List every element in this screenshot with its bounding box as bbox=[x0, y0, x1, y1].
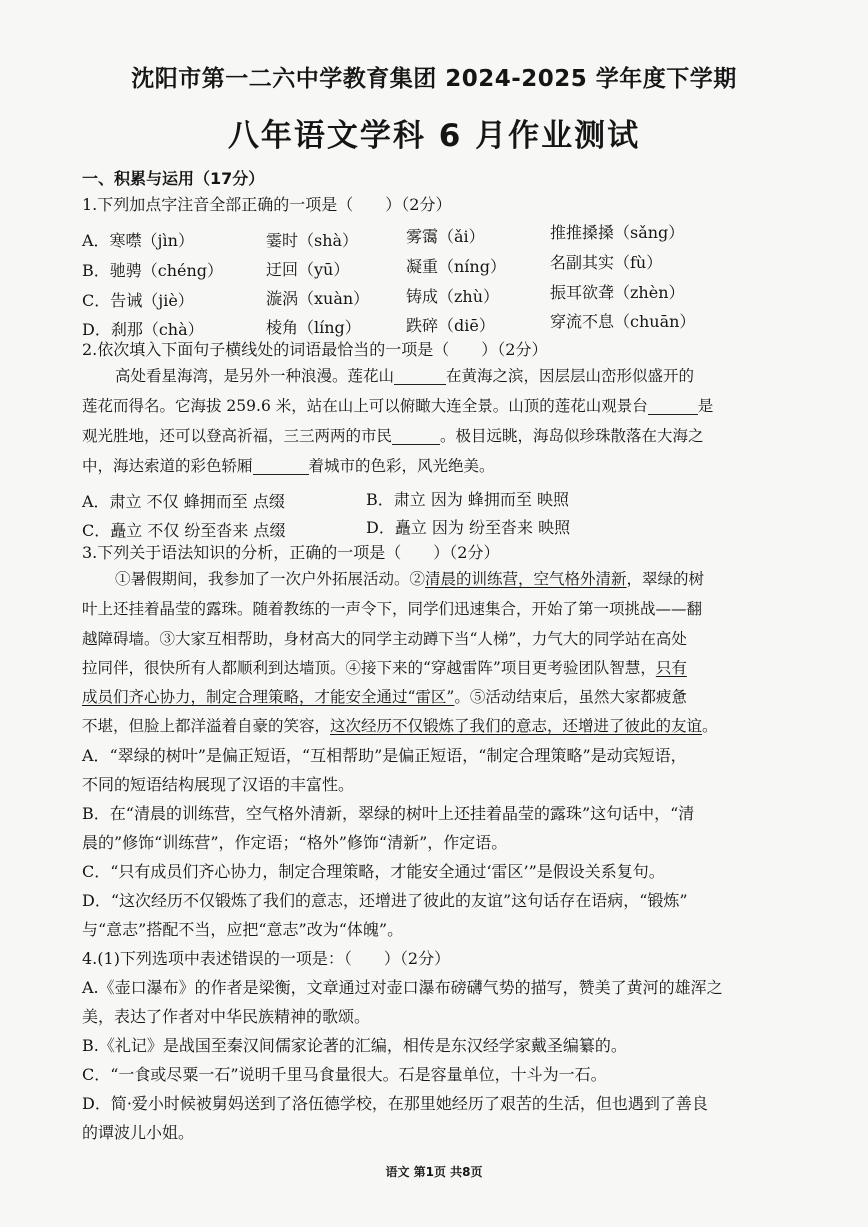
q3-text: ，翠绿的树 bbox=[626, 570, 705, 588]
q2-text: 莲花而得名。它海拔 259.6 米，站在山上可以俯瞰大连全景。山顶的莲花山观景台 bbox=[82, 397, 648, 415]
q3-text: 拉同伴，很快所有人都顺利到达墙顶。④接下来的“穿越雷阵”项目更考验团队智慧， bbox=[82, 659, 656, 677]
q1-option-d-2: 棱角（líng） bbox=[266, 318, 361, 337]
q4-option-c: C．“一食或尽粟一石”说明千里马食量很大。石是容量单位，十斗为一石。 bbox=[82, 1065, 607, 1084]
q3-option-d-line-1: D．“这次经历不仅锻炼了我们的意志，还增进了彼此的友谊”这句话存在语病，“锻炼” bbox=[82, 891, 688, 910]
q1-option-d-3: 跌碎（diē） bbox=[406, 316, 495, 335]
q3-passage-line-5 bbox=[82, 690, 687, 706]
q3-underlined-sentence-4b: 成员们齐心协力，制定合理策略，才能安全通过“雷区” bbox=[82, 688, 455, 706]
q1-option-d-4: 穿流不息（chuān） bbox=[550, 312, 696, 331]
q3-passage-line-6 bbox=[82, 719, 718, 735]
section-heading: 一、积累与运用（17分） bbox=[82, 169, 265, 188]
q2-option-b: B．肃立 因为 蜂拥而至 映照 bbox=[366, 490, 570, 509]
q3-passage-line-4 bbox=[82, 661, 687, 677]
q3-option-a-line-1: A．“翠绿的树叶”是偏正短语，“互相帮助”是偏正短语，“制定合理策略”是动宾短语， bbox=[82, 746, 687, 765]
q3-underlined-sentence-2: 清晨的训练营，空气格外清新 bbox=[425, 570, 627, 588]
q1-option-d-1: D．刹那（chà） bbox=[82, 320, 204, 339]
q2-passage-line-4 bbox=[82, 459, 495, 475]
q2-text: 中，海达索道的彩色轿厢 bbox=[82, 457, 253, 475]
q1-option-b-2: 迂回（yū） bbox=[266, 260, 350, 279]
q3-text: ①暑假期间，我参加了一次户外拓展活动。② bbox=[115, 570, 426, 588]
q2-text: 观光胜地，还可以登高祈福，三三两两的市民 bbox=[82, 427, 393, 445]
q1-option-a-4: 推推搡搡（sǎng） bbox=[550, 223, 685, 242]
exam-title-subject: 八年语文学科 6 月作业测试 bbox=[227, 118, 641, 154]
q3-option-b-line-2: 晨的”修饰“训练营”，作定语；“格外”修饰“清新”，作定语。 bbox=[82, 833, 508, 852]
q2-stem: 2.依次填入下面句子横线处的词语最恰当的一项是（ ）（2分） bbox=[82, 340, 548, 359]
q3-option-a-line-2: 不同的短语结构展现了汉语的丰富性。 bbox=[82, 775, 355, 794]
q4-option-d-line-2: 的谭波儿小姐。 bbox=[82, 1123, 195, 1142]
q1-option-a-2: 霎时（shà） bbox=[266, 231, 359, 250]
q1-option-c-2: 漩涡（xuàn） bbox=[266, 289, 370, 308]
q1-stem: 1.下列加点字注音全部正确的一项是（ ）（2分） bbox=[82, 195, 452, 214]
q2-option-a: A．肃立 不仅 蜂拥而至 点缀 bbox=[82, 492, 285, 511]
page-footer: 语文 第1页 共8页 bbox=[385, 1165, 483, 1179]
q3-underlined-sentence-4a: 只有 bbox=[655, 659, 687, 677]
q3-option-b-line-1: B．在“清晨的训练营，空气格外清新，翠绿的树叶上还挂着晶莹的露珠”这句话中，“清 bbox=[82, 804, 695, 823]
q3-text: 。⑤活动结束后，虽然大家都疲惫 bbox=[454, 688, 687, 706]
q1-option-b-4: 名副其实（fù） bbox=[550, 253, 663, 272]
q1-option-b-1: B．驰骋（chéng） bbox=[82, 261, 224, 280]
q1-option-c-1: C．告诫（jiè） bbox=[82, 291, 194, 310]
q3-passage-line-3: 越障碍墙。③大家互相帮助，身材高大的同学主动蹲下当“人梯”，力气大的同学站在高处 bbox=[82, 630, 687, 648]
q2-text: 高处看星海湾，是另外一种浪漫。莲花山 bbox=[115, 367, 395, 385]
q3-option-d-line-2: 与“意志”搭配不当，应把“意志”改为“体魄”。 bbox=[82, 920, 404, 939]
q3-stem: 3.下列关于语法知识的分析，正确的一项是（ ）（2分） bbox=[82, 543, 500, 562]
q4-option-a-line-1: A.《壶口瀑布》的作者是梁衡，文章通过对壶口瀑布磅礴气势的描写，赞美了黄河的雄浑之 bbox=[82, 978, 723, 997]
q2-passage-line-2 bbox=[82, 399, 713, 415]
q2-option-c: C．矗立 不仅 纷至沓来 点缀 bbox=[82, 521, 286, 540]
q3-passage-line-1 bbox=[115, 572, 704, 588]
q2-text: 着城市的色彩，风光绝美。 bbox=[308, 457, 495, 475]
q4-option-a-line-2: 美，表达了作者对中华民族精神的歌颂。 bbox=[82, 1007, 371, 1026]
q1-option-a-1: A．寒噤（jìn） bbox=[82, 231, 194, 250]
q2-blank-3 bbox=[392, 430, 440, 445]
q2-option-d: D．矗立 因为 纷至沓来 映照 bbox=[366, 518, 571, 537]
q3-option-c: C．“只有成员们齐心协力，制定合理策略，才能安全通过‘雷区’”是假设关系复句。 bbox=[82, 862, 665, 881]
q1-option-a-3: 雾霭（ǎi） bbox=[406, 227, 485, 246]
q4-option-d-line-1: D．简·爱小时候被舅妈送到了洛伍德学校，在那里她经历了艰苦的生活，但也遇到了善良 bbox=[82, 1094, 708, 1113]
q1-option-b-3: 凝重（níng） bbox=[406, 257, 506, 276]
exam-title-school: 沈阳市第一二六中学教育集团 2024-2025 学年度下学期 bbox=[131, 66, 737, 92]
q2-text: 是 bbox=[697, 397, 714, 415]
q2-text: 在黄海之滨，因层层山峦形似盛开的 bbox=[446, 367, 695, 385]
q2-passage-line-3 bbox=[82, 429, 704, 445]
q1-option-c-4: 振耳欲聋（zhèn） bbox=[550, 283, 685, 302]
q2-blank-4 bbox=[253, 460, 309, 475]
q3-text: 不堪，但脸上都洋溢着自豪的笑容， bbox=[82, 717, 331, 735]
q3-passage-line-2: 叶上还挂着晶莹的露珠。随着教练的一声令下，同学们迅速集合，开始了第一项挑战——翻 bbox=[82, 600, 703, 618]
q1-option-c-3: 铸成（zhù） bbox=[406, 287, 500, 306]
q3-underlined-sentence-5: 这次经历不仅锻炼了我们的意志，还增进了彼此的友谊 bbox=[330, 717, 703, 735]
q2-passage-line-1 bbox=[115, 369, 694, 385]
q2-blank-1 bbox=[394, 370, 446, 385]
q2-text: 。极目远眺，海岛似珍珠散落在大海之 bbox=[440, 427, 704, 445]
q4-stem: 4.(1)下列选项中表述错误的一项是：（ ）（2分） bbox=[82, 949, 451, 968]
q4-option-b: B.《礼记》是战国至秦汉间儒家论著的汇编，相传是东汉经学家戴圣编纂的。 bbox=[82, 1036, 627, 1055]
q3-text: 。 bbox=[702, 717, 718, 735]
q2-blank-2 bbox=[648, 400, 698, 415]
